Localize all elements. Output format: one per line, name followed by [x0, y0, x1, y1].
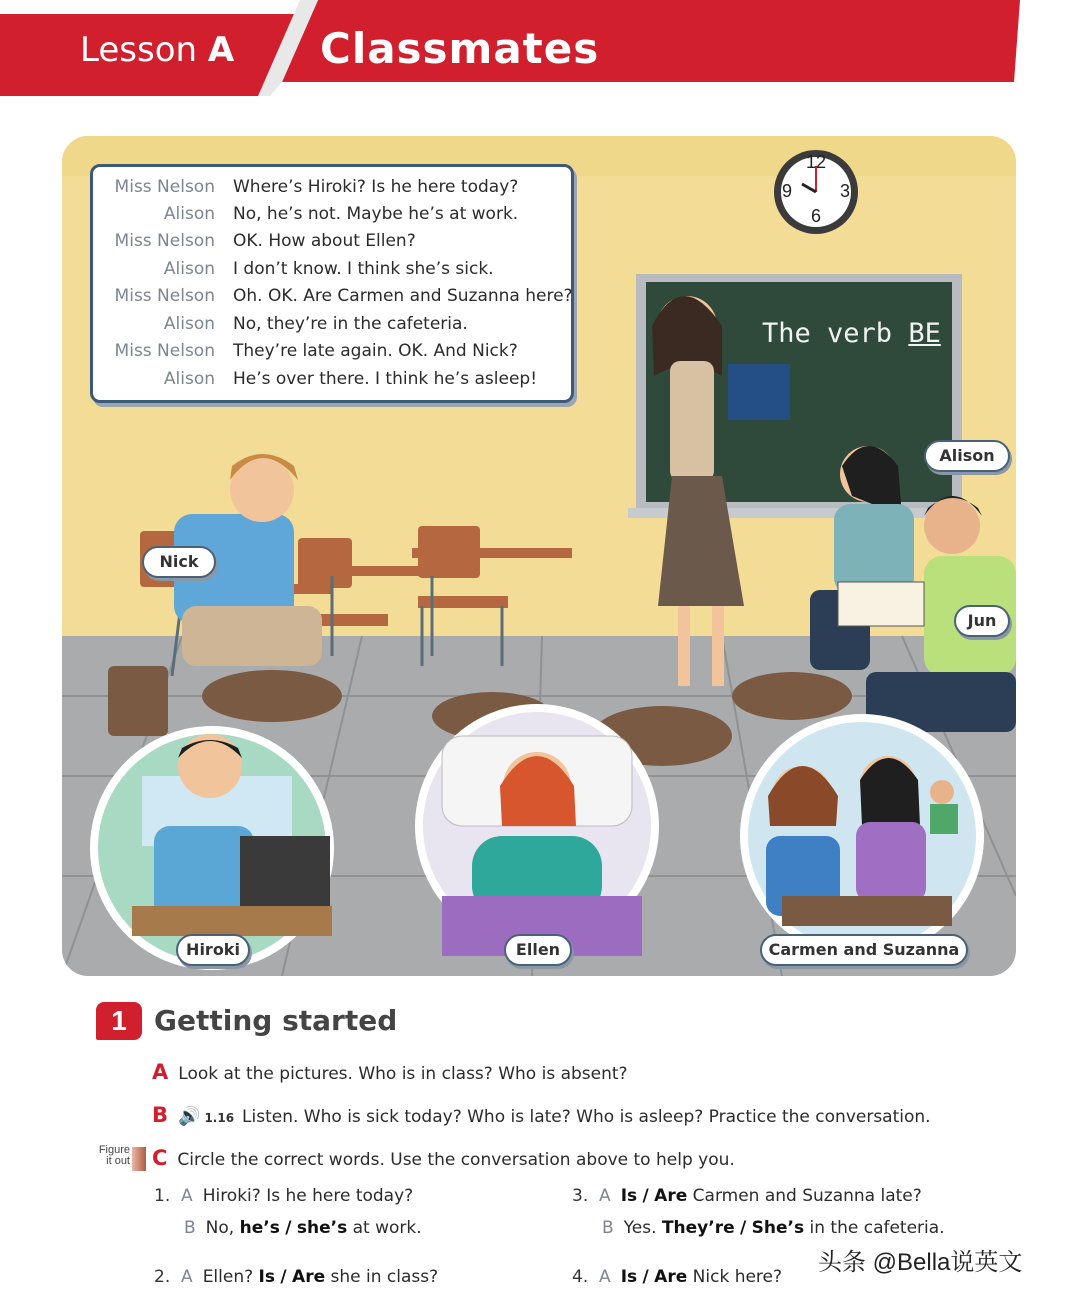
dialogue-text: They’re late again. OK. And Nick? [233, 341, 518, 361]
dialogue-line [93, 231, 571, 258]
task-letter: A [152, 1060, 169, 1084]
dialogue-line [93, 314, 571, 341]
speaker-name: Miss Nelson [114, 341, 215, 361]
dialogue-line [93, 369, 571, 396]
speaker-name: Alison [163, 259, 215, 279]
dialogue-line [93, 204, 571, 231]
exercise-3-a: 3. A Is / Are Carmen and Suzanna late? [572, 1186, 922, 1206]
task-a [152, 1060, 628, 1084]
dialogue-line [93, 286, 571, 313]
label-carmen-suzanna: Carmen and Suzanna [760, 934, 968, 966]
word-option[interactable]: Is [620, 1186, 638, 1206]
exercise-3-b: B Yes. They’re / She’s in the cafeteria. [602, 1218, 945, 1238]
lesson-label: Lesson A [80, 30, 235, 70]
word-option[interactable]: Is [258, 1267, 275, 1287]
word-option[interactable]: she’s [296, 1218, 348, 1238]
clock-number-12: 12 [806, 152, 827, 172]
word-option[interactable]: Are [654, 1186, 688, 1206]
dialogue-line [93, 259, 571, 286]
speaker-name: Miss Nelson [114, 231, 215, 251]
word-option[interactable]: Are [292, 1267, 326, 1287]
lesson-title: Classmates [320, 24, 600, 73]
word-option[interactable]: She’s [751, 1218, 805, 1238]
task-letter: B [152, 1103, 169, 1127]
speaker-name: Miss Nelson [114, 177, 215, 197]
dialogue-box [90, 164, 574, 403]
dialogue-line [93, 341, 571, 368]
watermark: 头条 @Bella说英文 [818, 1249, 1023, 1276]
section-title: Getting started [154, 1004, 398, 1037]
clock-number-3: 3 [840, 181, 851, 201]
task-b [152, 1103, 931, 1127]
speaker-name: Alison [163, 369, 215, 389]
label-ellen: Ellen [504, 934, 572, 966]
word-option[interactable]: They’re [661, 1218, 735, 1238]
exercise-1-b: B No, he’s / she’s at work. [184, 1218, 422, 1238]
task-text: Look at the pictures. Who is in class? Who is absent? [178, 1064, 628, 1084]
task-text: Circle the correct words. Use the conversation above to help you. [177, 1150, 735, 1170]
exercise-2-a: 2. A Ellen? Is / Are she in class? [154, 1267, 439, 1287]
exercise-1-a: 1. A Hiroki? Is he here today? [154, 1186, 414, 1206]
section-number: 1 [96, 1002, 142, 1040]
dialogue-text: OK. How about Ellen? [233, 231, 416, 251]
dialogue-text: Where’s Hiroki? Is he here today? [233, 177, 519, 197]
task-c [152, 1146, 735, 1170]
task-text: Listen. Who is sick today? Who is late? Who is asleep? Practice the conversation. [242, 1107, 931, 1127]
label-jun: Jun [954, 605, 1010, 637]
label-nick: Nick [142, 546, 216, 578]
speaker-name: Alison [163, 314, 215, 334]
exercise-4-a: 4. A Is / Are Nick here? [572, 1267, 783, 1287]
label-hiroki: Hiroki [176, 934, 250, 966]
speaker-name: Alison [163, 204, 215, 224]
clock-number-6: 6 [811, 206, 822, 226]
task-letter: C [152, 1146, 168, 1170]
dialogue-line [93, 177, 571, 204]
figure-it-out-tag [88, 1145, 150, 1173]
speaker-name: Miss Nelson [114, 286, 215, 306]
figure-tag-line: Figure [98, 1144, 130, 1156]
word-option[interactable]: Are [654, 1267, 688, 1287]
dialogue-text: No, he’s not. Maybe he’s at work. [233, 204, 519, 224]
label-alison: Alison [924, 440, 1010, 472]
chalkboard-text: The verb BE [762, 318, 941, 349]
dialogue-text: He’s over there. I think he’s asleep! [233, 369, 538, 389]
clock-number-9: 9 [782, 181, 793, 201]
word-option[interactable]: he’s [239, 1218, 280, 1238]
word-option[interactable]: Is [620, 1267, 638, 1287]
audio-icon[interactable]: 🔊 [178, 1106, 201, 1127]
figure-tag-line: it out [106, 1155, 130, 1167]
dialogue-text: No, they’re in the cafeteria. [233, 314, 468, 334]
figure-tag-bar [132, 1147, 146, 1171]
dialogue-text: Oh. OK. Are Carmen and Suzanna here? [233, 286, 573, 306]
track-number: 1.16 [204, 1111, 235, 1125]
dialogue-text: I don’t know. I think she’s sick. [233, 259, 494, 279]
